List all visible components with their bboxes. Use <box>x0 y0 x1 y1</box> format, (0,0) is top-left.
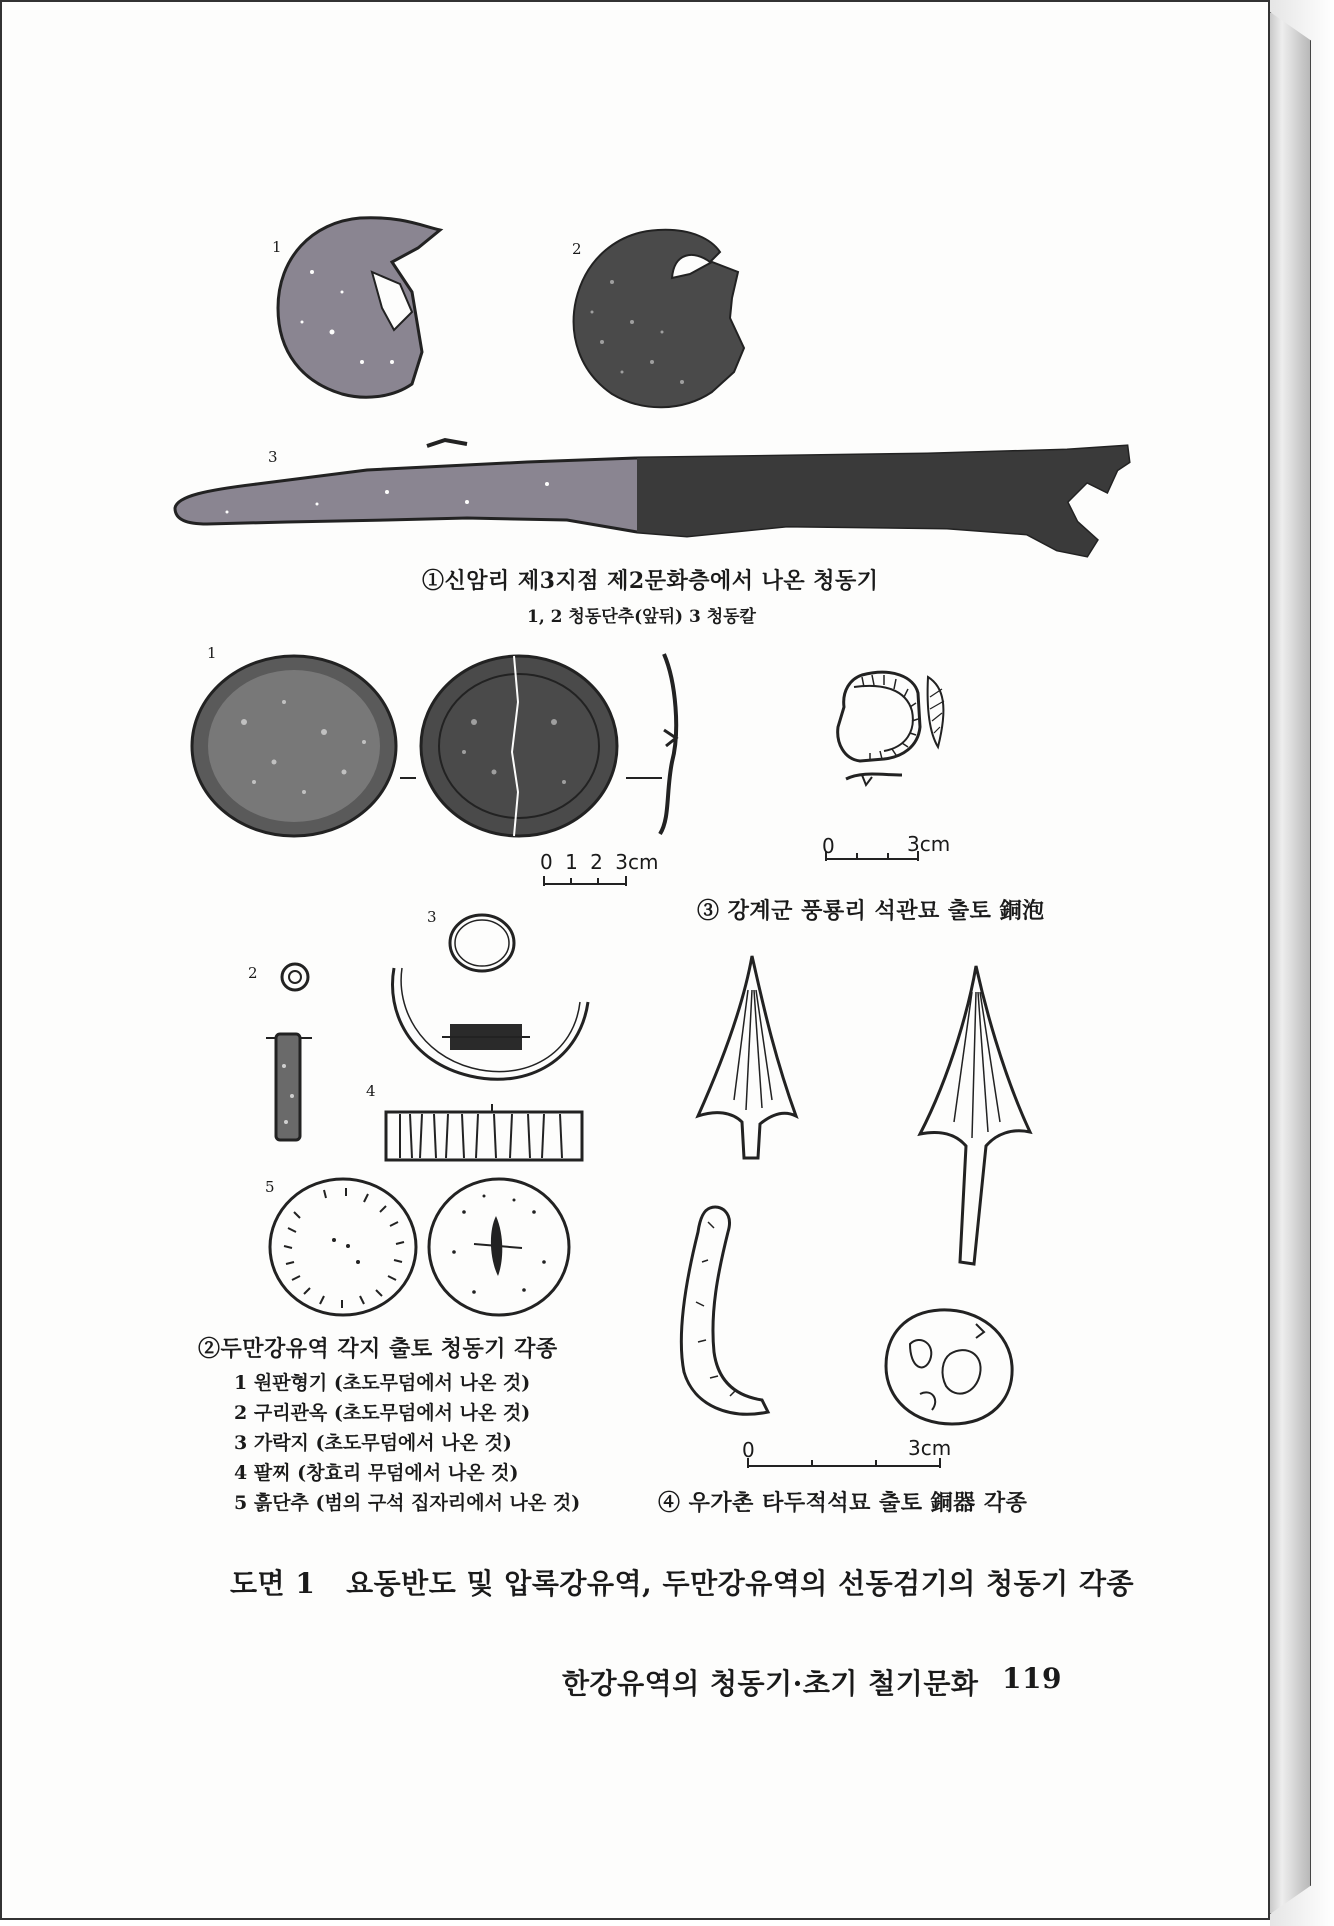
scale-label-bottom-right-end: 3cm <box>908 1436 952 1460</box>
fig2-caption: ②두만강유역 각지 출토 청동기 각종 <box>198 1336 558 1362</box>
fig4-caption: ④ 우가촌 타두적석묘 출토 銅器 각종 <box>658 1490 1028 1516</box>
bronze-knife-illustration <box>167 432 1142 572</box>
bracelet-band-illustration <box>382 1102 587 1164</box>
bronze-boss-illustration <box>832 667 962 817</box>
fig1-caption: ①신암리 제3지점 제2문화층에서 나온 청동기 <box>422 568 879 594</box>
running-title: 한강유역의 청동기·초기 철기문화 <box>562 1667 979 1700</box>
bronze-tube-bead-illustration <box>264 1026 314 1146</box>
fig2-item-list <box>234 1368 580 1518</box>
bronze-bracelet-arc-illustration <box>380 962 600 1102</box>
fig-top-label-3: 3 <box>268 448 278 466</box>
fig-top-label-1: 1 <box>272 238 282 256</box>
scale-label-bottom-right-start: 0 <box>742 1438 755 1462</box>
arrowhead-small-illustration <box>692 950 802 1160</box>
scale-label-middle-left: 0 1 2 3cm <box>540 850 659 874</box>
fig2-item-1: 1 원판형기 (초도무덤에서 나온 것) <box>234 1372 531 1394</box>
fig2-item-4: 4 팔찌 (창효리 무덤에서 나온 것) <box>234 1462 519 1484</box>
fig-bl-label-4: 4 <box>366 1082 376 1100</box>
bronze-disc-front-illustration <box>184 642 404 842</box>
page-number: 119 <box>1002 1662 1062 1695</box>
fig-mid-label-1: 1 <box>207 644 217 662</box>
fig2-item-2: 2 구리관옥 (초도무덤에서 나온 것) <box>234 1402 531 1424</box>
fig2-item-5: 5 흙단추 (범의 구석 집자리에서 나온 것) <box>234 1492 581 1514</box>
clay-button-back-illustration <box>424 1172 574 1322</box>
arrowhead-tanged-illustration <box>916 962 1036 1267</box>
disc-profile-illustration <box>394 642 694 842</box>
fig1-subcaption: 1, 2 청동단추(앞뒤) 3 청동칼 <box>527 607 756 627</box>
bronze-lump-illustration <box>880 1304 1020 1429</box>
fig-top-label-2: 2 <box>572 240 582 258</box>
bronze-button-back-illustration <box>562 222 752 417</box>
fig-bl-label-3: 3 <box>427 908 437 926</box>
scale-label-middle-right-start: 0 <box>822 834 835 858</box>
fig3-caption: ③ 강계군 풍룡리 석관묘 출토 銅泡 <box>697 898 1045 924</box>
main-figure-caption: 도면 1 요동반도 및 압록강유역, 두만강유역의 선동검기의 청동기 각종 <box>230 1567 1135 1600</box>
curved-bronze-piece-illustration <box>670 1202 780 1422</box>
fig-bl-label-5: 5 <box>265 1178 275 1196</box>
small-bead-illustration <box>278 960 312 994</box>
scale-label-middle-right-end: 3cm <box>907 832 951 856</box>
bronze-button-front-illustration <box>272 212 452 402</box>
fig2-item-3: 3 가락지 (초도무덤에서 나온 것) <box>234 1432 512 1454</box>
clay-button-front-illustration <box>264 1172 422 1322</box>
fig-bl-label-2: 2 <box>248 964 258 982</box>
scale-bar-middle-left <box>540 872 630 892</box>
page-edge <box>1270 12 1311 1914</box>
